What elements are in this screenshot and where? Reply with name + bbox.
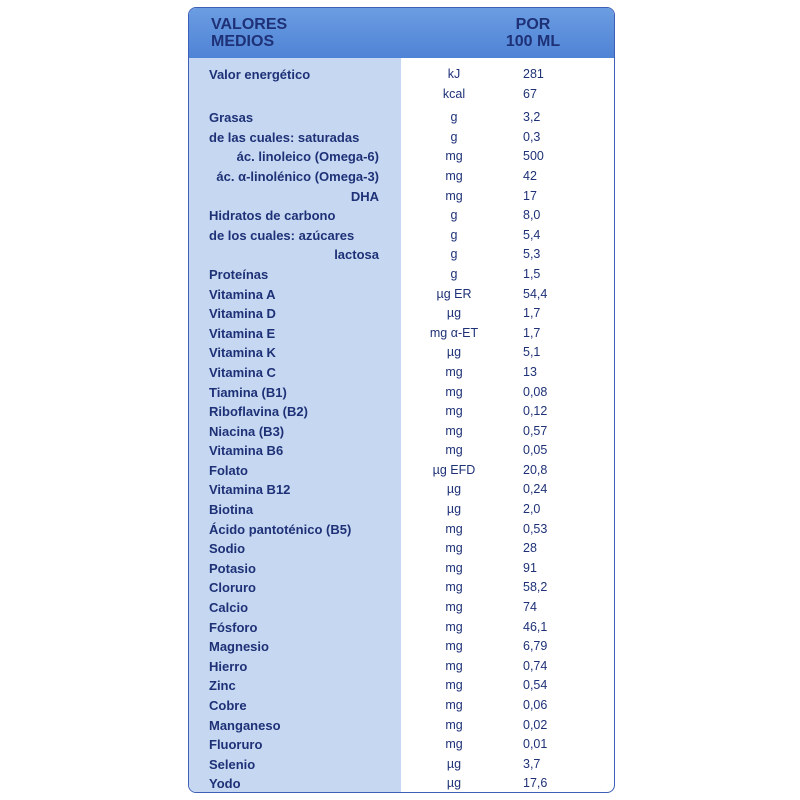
nutrient-value: 1,7 — [523, 306, 541, 321]
table-row — [189, 598, 614, 618]
nutrient-value: 5,1 — [523, 345, 541, 360]
nutrient-value: 46,1 — [523, 619, 548, 634]
nutrient-label: de las cuales: saturadas — [209, 129, 360, 145]
nutrient-unit: kJ — [447, 67, 461, 81]
nutrient-label: DHA — [350, 188, 379, 204]
nutrient-label: Sodio — [209, 541, 246, 557]
header-nutrient-column — [211, 16, 401, 50]
nutrient-value: 74 — [523, 600, 537, 615]
nutrient-label: Riboflavina (B2) — [209, 404, 308, 420]
nutrient-value: 0,54 — [523, 678, 548, 693]
nutrient-unit: µg — [446, 776, 462, 791]
nutrient-unit: mg — [445, 364, 463, 379]
table-row — [189, 265, 614, 285]
table-header — [189, 8, 614, 58]
table-row — [189, 65, 614, 85]
nutrient-unit: µg — [446, 756, 462, 771]
nutrient-label: Grasas — [209, 110, 254, 126]
nutrient-unit: mg — [445, 600, 463, 615]
nutrient-value: 1,5 — [523, 266, 541, 281]
nutrient-unit: mg — [445, 423, 463, 438]
table-row — [189, 520, 614, 540]
nutrient-unit: mg — [445, 717, 463, 732]
nutrient-label: de los cuales: azúcares — [209, 227, 355, 243]
nutrient-unit: mg — [445, 384, 463, 399]
nutrient-label: Valor energético — [209, 67, 311, 82]
table-row — [189, 226, 614, 246]
nutrient-unit: µg — [446, 502, 462, 517]
nutrient-unit: µg — [446, 306, 462, 321]
nutrient-value: 3,2 — [523, 110, 541, 125]
nutrient-label: Hierro — [209, 658, 248, 674]
nutrient-unit: mg — [445, 619, 463, 634]
nutrient-label: Ácido pantoténico (B5) — [209, 521, 352, 537]
nutrient-unit: mg — [445, 168, 463, 183]
nutrient-unit: µg EFD — [432, 462, 476, 477]
nutrient-label: Vitamina E — [209, 325, 276, 341]
nutrient-value: 17 — [523, 188, 537, 203]
table-row — [189, 618, 614, 638]
table-row — [189, 402, 614, 422]
table-row — [189, 578, 614, 598]
nutrient-unit: mg — [445, 678, 463, 693]
nutrient-label: Cloruro — [209, 580, 256, 596]
nutrient-unit: mg α-ET — [429, 325, 479, 340]
table-row — [189, 735, 614, 755]
nutrient-unit: kcal — [442, 86, 466, 101]
nutrient-label: Hidratos de carbono — [209, 208, 336, 224]
nutrient-label: Folato — [209, 462, 248, 478]
table-body — [189, 65, 614, 793]
nutrient-unit: mg — [445, 541, 463, 556]
nutrient-unit: mg — [445, 737, 463, 752]
nutrient-label: Vitamina D — [209, 306, 276, 322]
nutrient-value: 58,2 — [523, 580, 548, 595]
nutrient-value: 54,4 — [523, 286, 548, 301]
nutrient-label: Fluoruro — [209, 737, 263, 753]
nutrient-label: ác. α-linolénico (Omega-3) — [216, 168, 379, 184]
table-row — [189, 559, 614, 579]
table-row — [189, 422, 614, 442]
table-row — [189, 343, 614, 363]
nutrient-label: Fósforo — [209, 619, 258, 635]
nutrient-value: 91 — [523, 560, 537, 575]
table-row — [189, 657, 614, 677]
nutrient-value: 5,4 — [523, 227, 541, 242]
nutrient-value: 2,0 — [523, 502, 541, 517]
nutrient-label: lactosa — [334, 247, 379, 263]
table-row — [189, 167, 614, 187]
table-row — [189, 441, 614, 461]
nutrient-value: 42 — [523, 168, 537, 183]
header-right-line2: 100 ML — [505, 33, 561, 50]
table-row — [189, 716, 614, 736]
nutrient-unit: mg — [445, 521, 463, 536]
table-row — [189, 187, 614, 207]
nutrient-label: Vitamina B6 — [209, 443, 284, 459]
table-row — [189, 85, 614, 105]
nutrient-unit: µg — [446, 482, 462, 497]
nutrient-unit: mg — [445, 580, 463, 595]
nutrient-unit: mg — [445, 443, 463, 458]
nutrient-unit: µg — [446, 345, 462, 360]
nutrient-unit: mg — [445, 698, 463, 712]
nutrient-unit: g — [450, 247, 458, 262]
table-row — [189, 285, 614, 305]
table-row — [189, 324, 614, 344]
nutrient-label: Vitamina A — [209, 286, 276, 302]
nutrient-value: 28 — [523, 541, 537, 556]
nutrient-label: Calcio — [209, 600, 249, 616]
nutrient-label: Proteínas — [209, 266, 269, 282]
nutrient-value: 20,8 — [523, 462, 548, 477]
table-row — [189, 304, 614, 324]
nutrient-value: 8,0 — [523, 208, 541, 223]
nutrient-label: Cobre — [209, 698, 247, 713]
nutrient-label: Niacina (B3) — [209, 423, 285, 439]
nutrient-value: 0,01 — [523, 737, 548, 752]
nutrient-label: Zinc — [209, 678, 236, 694]
nutrient-value: 0,06 — [523, 698, 548, 712]
nutrient-label: Manganeso — [209, 717, 281, 733]
table-row — [189, 755, 614, 775]
header-left-line2: MEDIOS — [211, 33, 275, 50]
nutrient-label: Selenio — [209, 756, 256, 772]
nutrient-label: Potasio — [209, 560, 256, 576]
nutrient-value: 0,05 — [523, 443, 548, 458]
nutrient-value: 3,7 — [523, 756, 541, 771]
table-row — [189, 461, 614, 481]
nutrient-value: 0,57 — [523, 423, 548, 438]
nutrition-table — [188, 7, 615, 793]
nutrient-value: 1,7 — [523, 325, 541, 340]
nutrient-value: 0,08 — [523, 384, 548, 399]
table-row — [189, 363, 614, 383]
table-row — [189, 128, 614, 148]
nutrient-value: 67 — [523, 86, 537, 101]
nutrient-value: 13 — [523, 364, 537, 379]
nutrient-unit: mg — [445, 639, 463, 654]
nutrient-value: 17,6 — [523, 776, 548, 791]
nutrient-value: 0,53 — [523, 521, 548, 536]
nutrient-value: 0,3 — [523, 129, 541, 144]
nutrient-value: 6,79 — [523, 639, 548, 654]
table-row — [189, 245, 614, 265]
nutrient-label: Vitamina K — [209, 345, 276, 361]
nutrient-unit: mg — [445, 149, 463, 164]
nutrient-value: 5,3 — [523, 247, 541, 262]
nutrient-label: Magnesio — [209, 639, 269, 655]
header-right-line1: POR — [515, 16, 551, 33]
nutrient-unit: g — [450, 129, 458, 144]
nutrient-value: 0,24 — [523, 482, 548, 497]
nutrient-unit: µg ER — [436, 286, 472, 301]
nutrient-label: Vitamina B12 — [209, 482, 291, 498]
nutrient-label: Tiamina (B1) — [209, 384, 287, 400]
header-left-line1: VALORES — [211, 16, 288, 33]
table-row — [189, 206, 614, 226]
nutrient-value: 281 — [523, 67, 544, 81]
nutrient-label: Biotina — [209, 502, 254, 518]
table-row — [189, 147, 614, 167]
nutrient-value: 500 — [523, 149, 544, 164]
nutrient-unit: mg — [445, 560, 463, 575]
nutrient-unit: g — [450, 266, 458, 281]
nutrient-unit: mg — [445, 658, 463, 673]
table-row — [189, 696, 614, 716]
nutrient-unit: mg — [445, 404, 463, 419]
table-row — [189, 383, 614, 403]
nutrient-unit: g — [450, 110, 458, 125]
table-row — [189, 774, 614, 793]
nutrient-label: Yodo — [209, 776, 241, 792]
nutrient-unit: mg — [445, 188, 463, 203]
table-row — [189, 637, 614, 657]
table-row — [189, 539, 614, 559]
table-row — [189, 676, 614, 696]
nutrient-unit: g — [450, 227, 458, 242]
nutrient-unit: g — [450, 208, 458, 223]
nutrient-value: 0,74 — [523, 658, 548, 673]
nutrient-label: Vitamina C — [209, 364, 276, 380]
table-row — [189, 500, 614, 520]
header-per-100ml-column — [493, 16, 573, 50]
table-row — [189, 480, 614, 500]
nutrient-label: ác. linoleico (Omega-6) — [236, 149, 379, 165]
table-row — [189, 108, 614, 128]
nutrient-value: 0,02 — [523, 717, 548, 732]
nutrient-value: 0,12 — [523, 404, 548, 419]
